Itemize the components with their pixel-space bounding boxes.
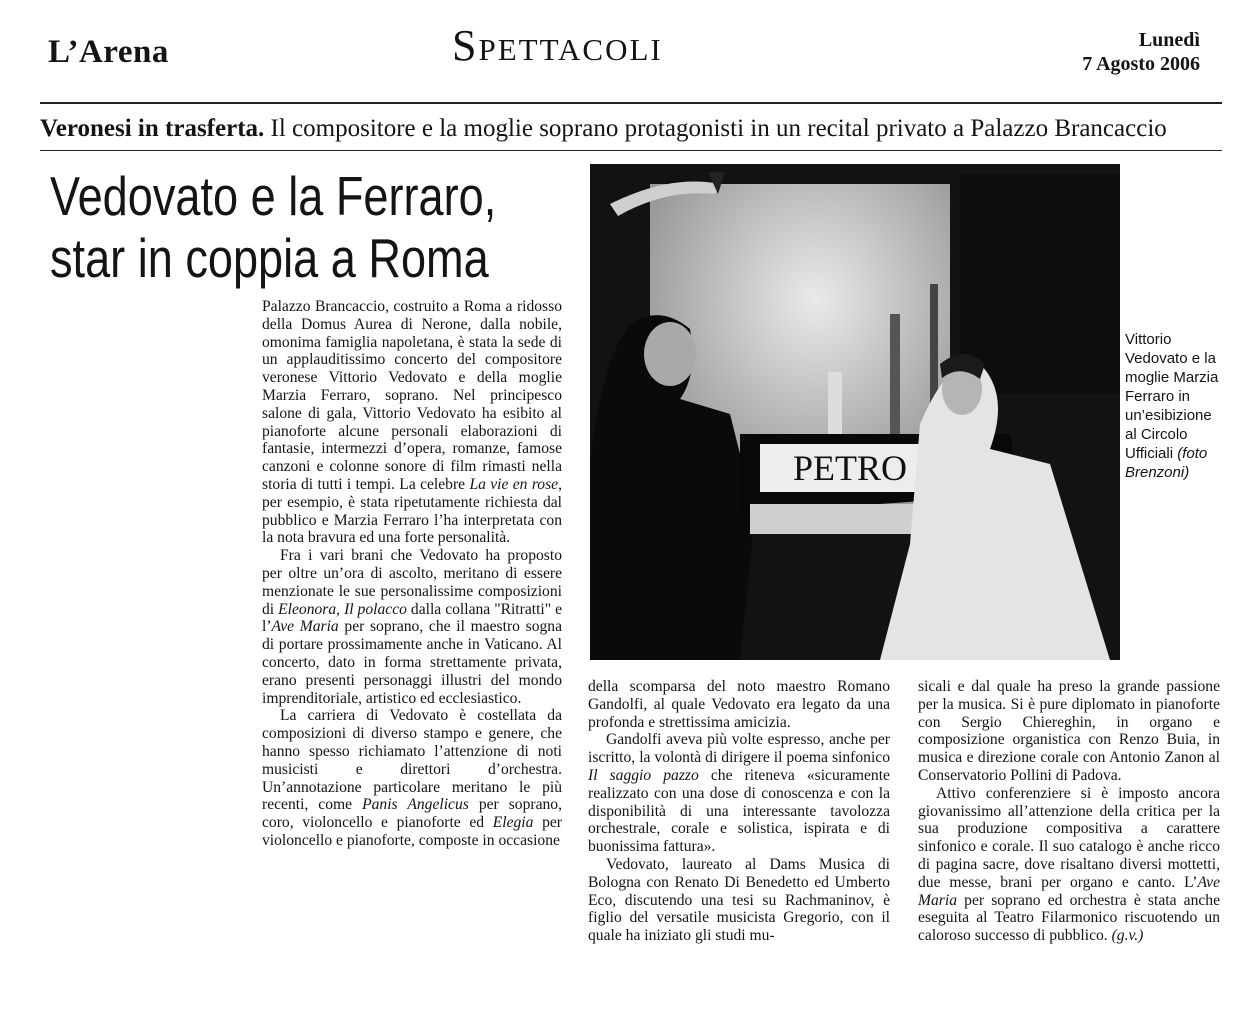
text-run: dalla collana "Ritratti" e l’ (262, 600, 563, 636)
work-title: Ave Maria (271, 618, 339, 636)
headline (50, 165, 497, 289)
paragraph (918, 678, 1220, 785)
paragraph (918, 785, 1220, 945)
work-title: La vie en rose (469, 475, 559, 493)
work-title: Il polacco (344, 600, 407, 618)
paragraph (588, 856, 890, 945)
text-run: per violoncello e pianoforte, composte in occasione (262, 814, 563, 849)
kicker-text: Il compositore e la moglie soprano protagonisti in un recital privato a Palazzo Brancaccio (270, 115, 1167, 142)
text-run: che riteneva «sicuramente realizzato con una dose di conoscenza e con la disponibilità di una interessante tavolozza orchestrale, corale e solistica, ispirata e di buonissima fattura». (588, 766, 890, 856)
kicker-lead: Veronesi in trasferta. (40, 115, 265, 142)
newspaper-name: L’Arena (48, 34, 169, 70)
text-run: , per esempio, è stata ripetutamente richiesta dal pubblico e Marzia Ferraro l’ha interpretata con la nota bravura ed una forte personalità. (262, 475, 562, 547)
text-run: Fra i vari brani che Vedovato ha proposto per oltre un’ora di ascolto, meritano di essere menzionate le sue personalissime composizioni di (262, 547, 562, 618)
paragraph (262, 298, 562, 547)
text-run: , (336, 600, 341, 618)
issue-date (1060, 28, 1200, 76)
article-column-2 (588, 678, 890, 945)
text-run: sicali e dal quale ha preso la grande passione per la musica. Si è pure diplomato in pianoforte con Sergio Chiereghin, in organo e composizione organistica con Renzo Buia, in musica e direzione corale con Antonio Zanon al Conservatorio Pollini di Padova. (918, 678, 1220, 784)
article-column-1 (262, 298, 562, 850)
work-title: Ave Maria (918, 873, 1220, 909)
text-run: La carriera di Vedovato è costellata da composizioni di diverso stampo e genere, che hanno spesso richiamato l’attenzione di noti musicisti e direttori d’orchestra. Un’annotazione particolare meritano le più recenti, come (262, 707, 562, 814)
text-run: Vedovato, laureato al Dams Musica di Bologna con Renato Di Benedetto ed Umberto Eco, discutendo una tesi su Rachmaninov, è figlio del versatile musicista Gregorio, con il quale ha iniziato gli studi mu- (588, 855, 890, 945)
paragraph (262, 547, 562, 707)
piano-brand: PETRO (792, 448, 908, 488)
concert-photo (590, 164, 1120, 660)
paragraph (588, 678, 890, 731)
text-run: Attivo conferenziere si è imposto ancora giovanissimo all’attenzione della critica per la sua produzione compositiva a carattere sinfonico e corale. Il suo catalogo è anche ricco di pagina sacre, dove risaltano diversi mottetti, due messe, brani per organo e canto. L’ (918, 784, 1220, 891)
top-rule (40, 102, 1222, 104)
paragraph (262, 707, 562, 849)
caption-text: Vittorio Vedovato e la moglie Marzia Ferraro in un’esibizione al Circolo Ufficiali (1125, 331, 1219, 462)
author-signature: (g.v.) (1111, 927, 1144, 945)
issue-day: 7 Agosto 2006 (1082, 53, 1200, 75)
text-run: per soprano ed orchestra è stata anche eseguita al Teatro Filarmonico riscuotendo un caloroso successo di pubblico. (918, 891, 1221, 945)
headline-line-2: star in coppia a Roma (50, 227, 489, 289)
text-run: Gandolfi aveva più volte espresso, anche per iscritto, la volontà di dirigere il poema sinfonico (588, 731, 890, 767)
photo-credit: (foto Brenzoni) (1125, 445, 1208, 481)
text-run: per soprano, che il maestro sogna di portare prossimamente anche in Vaticano. Al concerto, dato in forma strettamente privata, erano presenti personaggi illustri del mondo imprenditoriale, artistico ed ecclesiastico. (262, 618, 563, 707)
work-title: Eleonora (278, 600, 337, 618)
work-title: Panis Angelicus (362, 796, 469, 814)
kicker-rule (40, 150, 1222, 151)
concert-photo-image (590, 164, 1120, 660)
work-title: Elegia (492, 814, 534, 832)
article-column-3 (918, 678, 1220, 945)
section-title: Spettacoli (452, 21, 663, 70)
headline-line-1: Vedovato e la Ferraro, (50, 165, 497, 227)
paragraph (588, 731, 890, 856)
photo-caption (1125, 330, 1225, 482)
text-run: per soprano, coro, violoncello e pianoforte ed (262, 796, 563, 832)
issue-weekday: Lunedì (1138, 29, 1200, 51)
kicker (40, 115, 1230, 143)
text-run: della scomparsa del noto maestro Romano Gandolfi, al quale Vedovato era legato da una profonda e strettissima amicizia. (588, 678, 890, 731)
text-run: Palazzo Brancaccio, costruito a Roma a ridosso della Domus Aurea di Nerone, dalla nobile, omonima famiglia napoletana, è stata la sede di un applauditissimo concerto del compositore veronese Vittorio Vedovato e della moglie Marzia Ferraro, soprano. Nel principesco salone di gala, Vittorio Vedovato ha esibito al pianoforte alcune personali elaborazioni di fantasie, intermezzi d’opera, romanze, famose canzoni e colonne sonore di film rimasti nella storia di tutti i tempi. La celebre (262, 298, 562, 493)
work-title: Il saggio pazzo (588, 766, 699, 784)
